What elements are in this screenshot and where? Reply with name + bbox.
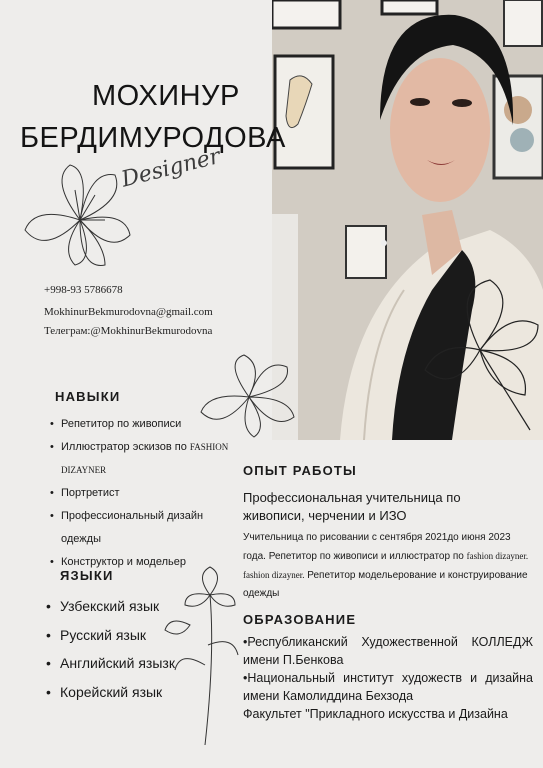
list-item: • Репетитор по живописи: [50, 413, 240, 436]
list-item: • Конструктор и модельер: [50, 551, 240, 574]
list-item: • Английский язызк: [46, 649, 226, 678]
experience-position: Профессиональная учительница по живописи, черчении и ИЗО: [243, 490, 461, 523]
flower-sketch-icon: [160, 565, 250, 745]
skills-list: [50, 413, 240, 574]
list-item: • Иллюстратор эскизов по FASHION: [50, 436, 240, 459]
email: MokhinurBekmurodovna@gmail.com: [44, 306, 213, 318]
education-item: •Национальный институт художеств и дизайна имени Камолиддина Бехзода: [243, 671, 533, 703]
last-name: БЕРДИМУРОДОВА: [20, 122, 286, 154]
list-item: • Профессиональный дизайн: [50, 505, 240, 528]
education-item: •Республиканский Художественной КОЛЛЕДЖ имени П.Бенкова: [243, 635, 533, 667]
list-item: DIZAYNER: [61, 465, 107, 475]
languages-heading: ЯЗЫКИ: [60, 568, 114, 583]
education-heading: ОБРАЗОВАНИЕ: [243, 612, 357, 627]
list-item: • Корейский язык: [46, 678, 226, 707]
experience-details: Учительница по рисовании с сентября 2021до июня 2023 года. Репетитор по живописи и иллюстратор по fashion dizayner. fashion dizayner. Репетитор модельерование и конструирование одежды: [243, 532, 529, 599]
skills-heading: НАВЫКИ: [55, 389, 121, 404]
designer-script: Designer: [118, 143, 223, 193]
first-name: МОХИНУР: [92, 80, 240, 112]
phone: +998-93 5786678: [44, 284, 123, 296]
education-item: Факультет "Прикладного искусства и Дизайна: [243, 707, 508, 721]
list-item: • Портретист: [50, 482, 240, 505]
list-item: одежды: [61, 533, 101, 545]
list-item: • Узбекский язык: [46, 592, 226, 621]
telegram: Телеграм:@MokhinurBekmurodovna: [44, 325, 213, 337]
list-item: • Русский язык: [46, 621, 226, 650]
flower-sketch-icon: [420, 270, 543, 440]
experience-heading: ОПЫТ РАБОТЫ: [243, 463, 357, 478]
